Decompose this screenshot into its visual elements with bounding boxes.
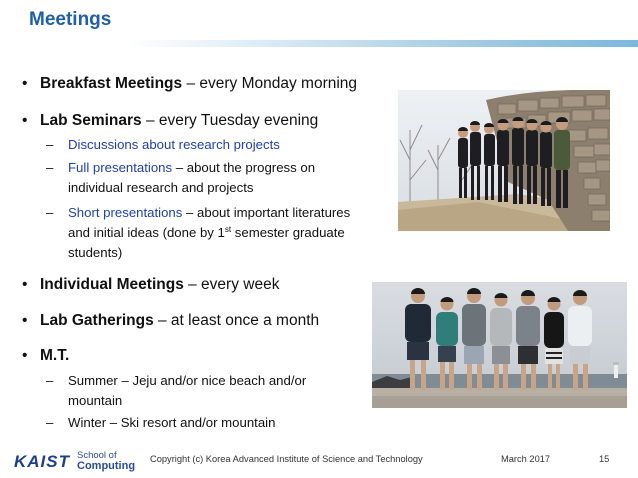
- bullet-bold: Lab Gatherings: [40, 312, 154, 329]
- bullet-bold: Lab Seminars: [40, 112, 142, 129]
- bullet-dot: •: [22, 312, 28, 329]
- slide-title: Meetings: [29, 9, 112, 30]
- bullet-bold: Individual Meetings: [40, 276, 184, 293]
- sub-blue: Short presentations: [68, 205, 183, 220]
- footer-date: March 2017: [501, 454, 551, 464]
- bullet-dot: •: [22, 112, 28, 129]
- sub-blue: Discussions about research projects: [68, 137, 280, 152]
- sub-rest-pre: – about important literatures and initial ideas (done by 1: [68, 205, 351, 240]
- kaist-school-of-computing-logo: [14, 450, 134, 474]
- sub-dash: –: [46, 205, 54, 220]
- group-photo-stone-wall: [398, 90, 610, 231]
- sub-dash: –: [46, 137, 54, 152]
- bullet-rest: – every Tuesday evening: [141, 112, 319, 129]
- bullet-dot: •: [22, 276, 28, 293]
- sub-dash: –: [46, 160, 54, 175]
- logo-school-of: School of: [77, 450, 117, 461]
- footer-page-number: 15: [599, 454, 610, 464]
- bullet-dot: •: [22, 75, 28, 92]
- bullet-rest: – every Monday morning: [182, 75, 358, 92]
- bullet-dot: •: [22, 347, 28, 364]
- sub-dash: –: [46, 373, 54, 388]
- logo-kaist-wordmark: KAIST: [14, 452, 70, 471]
- footer-copyright: Copyright (c) Korea Advanced Institute of Science and Technology: [150, 454, 423, 464]
- sub-rest: – about the progress on individual research and projects: [68, 160, 316, 195]
- title-underline-bar: [128, 40, 638, 47]
- logo-computing: Computing: [77, 460, 136, 472]
- sub-sup: st: [224, 225, 232, 234]
- sub-text: Winter – Ski resort and/or mountain: [68, 415, 276, 430]
- sub-text: Summer – Jeju and/or nice beach and/or mountain: [68, 373, 307, 408]
- bullet-rest: – every week: [183, 276, 280, 293]
- sub-dash: –: [46, 415, 54, 430]
- group-photo-beach-image: [372, 282, 627, 408]
- logo-school-text: [77, 450, 135, 472]
- bullet-bold: Breakfast Meetings: [40, 75, 183, 92]
- group-photo-stone-wall-image: [398, 90, 610, 231]
- group-photo-beach: [372, 282, 627, 408]
- bullet-bold: M.T.: [40, 347, 70, 364]
- bullet-rest: – at least once a month: [153, 312, 320, 329]
- sub-rest-post: semester graduate students): [68, 225, 345, 260]
- sub-blue: Full presentations: [68, 160, 173, 175]
